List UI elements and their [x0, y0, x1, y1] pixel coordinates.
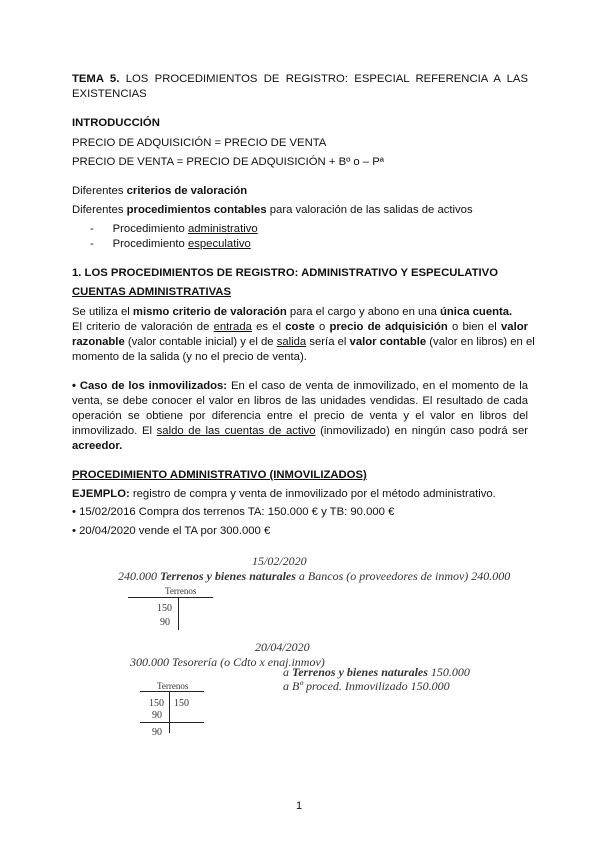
list-item: - Procedimiento administrativo [90, 223, 258, 235]
entry2-line2-pre: a [283, 665, 292, 679]
entry2-date: 20/04/2020 [255, 640, 310, 654]
ejemplo-bold: EJEMPLO: [72, 488, 130, 500]
document-title-line2: EXISTENCIAS [72, 88, 147, 100]
page-number: 1 [296, 800, 303, 812]
p1-l2f: precio de adquisición [329, 321, 448, 333]
t-account-2-debit: 90 [152, 710, 162, 721]
t-account-2-vline [169, 691, 170, 733]
p1-line1 [72, 305, 512, 319]
list-item-pre: Procedimiento [112, 223, 188, 235]
t-account-1-debit: 150 [157, 603, 172, 614]
p1-l3e: valor contable [349, 336, 427, 348]
criterios-line [72, 184, 247, 198]
p2-line1 [72, 379, 528, 393]
entry2-amount: 150.000 [427, 665, 470, 679]
proc-bold: procedimientos contables [126, 204, 267, 216]
p1-l1c: para el cargo y abono en una [286, 306, 440, 318]
p2-line4 [72, 424, 528, 438]
p1-l2b: entrada [213, 321, 252, 333]
entry2-account: Terrenos y bienes naturales [292, 665, 428, 679]
section2-heading-text: PROCEDIMIENTO ADMINISTRATIVO (INMOVILIZADOS) [72, 469, 367, 481]
proc-post: para valoración de las salidas de activos [266, 204, 473, 216]
tema-label: TEMA 5. [72, 73, 120, 85]
formula-2: PRECIO DE VENTA = PRECIO DE ADQUISICIÓN + Bº o – Pª [72, 156, 384, 168]
p2-l1a: • Caso de los inmovilizados: [72, 380, 228, 392]
section1-subheading-text: CUENTAS ADMINISTRATIVAS [72, 286, 231, 298]
p1-l1b: mismo criterio de valoración [132, 306, 287, 318]
p2-l4c: (inmovilizado) en ningún caso podrá ser [315, 425, 528, 437]
section1-heading [72, 266, 498, 280]
entry1-amount: 240.000 [118, 569, 157, 583]
p2-l4a: inmovilizado. El [72, 425, 157, 437]
entry1-line [118, 569, 510, 584]
p1-line3 [72, 335, 535, 349]
p1-l3b: (valor contable inicial) y el de [124, 336, 277, 348]
p2-line3: operación se obtiene por diferencia entre el precio de venta y el valor en libros del [72, 410, 528, 422]
formula-1: PRECIO DE ADQUISICIÓN = PRECIO DE VENTA [72, 137, 327, 149]
intro-heading [72, 116, 160, 130]
p1-l3d: sería el [306, 336, 350, 348]
list-item-pre: Procedimiento [112, 238, 188, 250]
criterios-pre: Diferentes [72, 185, 127, 197]
t-account-1-title: Terrenos [165, 586, 197, 596]
entry2-line3: a Bº proced. Inmovilizado 150.000 [283, 679, 450, 693]
p1-l3f: (valor en libros) en el [426, 336, 535, 348]
t-account-1-vline [178, 597, 179, 630]
bullet-1: • 15/02/2016 Compra dos terrenos TA: 150.000 € y TB: 90.000 € [72, 506, 395, 518]
p1-l2h: valor [501, 321, 529, 333]
criterios-bold: criterios de valoración [126, 185, 248, 197]
p1-line4: momento de la salida (y no el precio de venta). [72, 351, 307, 363]
p2-l5: acreedor. [72, 440, 123, 452]
p1-l3a: razonable [72, 336, 125, 348]
proc-pre: Diferentes [72, 204, 127, 216]
t-account-2-title: Terrenos [157, 681, 189, 691]
t-account-2-credit: 150 [174, 698, 189, 709]
p2-line5 [72, 439, 122, 453]
entry2-line1: 300.000 Tesorería (o Cdto x enaj.inmov) [130, 655, 325, 669]
document-title-line1 [72, 72, 528, 86]
list-item-underlined: especulativo [187, 238, 251, 250]
ejemplo-text: registro de compra y venta de inmovilizado por el método administrativo. [129, 488, 496, 500]
entry2-line2 [283, 665, 470, 680]
p2-l1b: En el caso de venta de inmovilizado, en el momento de la [227, 380, 528, 392]
t-account-2-debit: 150 [149, 698, 164, 709]
section1-subheading [72, 285, 231, 299]
p1-l3c: salida [276, 336, 307, 348]
intro-heading-text: INTRODUCCIÓN [72, 117, 160, 129]
ejemplo-line [72, 487, 496, 501]
p2-line2: venta, se debe conocer el valor en libros de las unidades vendidas. El resultado de cada [72, 395, 528, 407]
section2-heading [72, 468, 367, 482]
procedimientos-line [72, 203, 473, 217]
p1-l1a: Se utiliza el [72, 306, 133, 318]
entry1-account: Terrenos y bienes naturales [160, 569, 296, 583]
p1-l2e: o [314, 321, 330, 333]
entry1-rest: a Bancos (o proveedores de inmov) 240.000 [295, 569, 511, 583]
entry1-date: 15/02/2020 [252, 554, 307, 568]
t-account-2-hline [140, 691, 204, 692]
list-item-underlined: administrativo [187, 223, 258, 235]
p1-l2a: El criterio de valoración de [72, 321, 214, 333]
t-account-1-debit: 90 [160, 617, 170, 628]
p1-l2d: coste [285, 321, 315, 333]
list-item: - Procedimiento especulativo [90, 238, 251, 250]
t-account-2-balance: 90 [152, 727, 162, 738]
p1-line2 [72, 320, 528, 334]
section1-heading-text: 1. LOS PROCEDIMIENTOS DE REGISTRO: ADMINISTRATIVO Y ESPECULATIVO [72, 267, 498, 279]
p1-l2c: es el [251, 321, 286, 333]
t-account-2-total-line [140, 722, 204, 723]
p1-l1d: única cuenta. [440, 306, 513, 318]
title-text: LOS PROCEDIMIENTOS DE REGISTRO: ESPECIAL REFERENCIA A LAS [125, 73, 528, 85]
p1-l2g: o bien el [447, 321, 501, 333]
t-account-1-hline [128, 597, 213, 598]
bullet-2: • 20/04/2020 vende el TA por 300.000 € [72, 525, 271, 537]
p2-l4b: saldo de las cuentas de activo [156, 425, 316, 437]
